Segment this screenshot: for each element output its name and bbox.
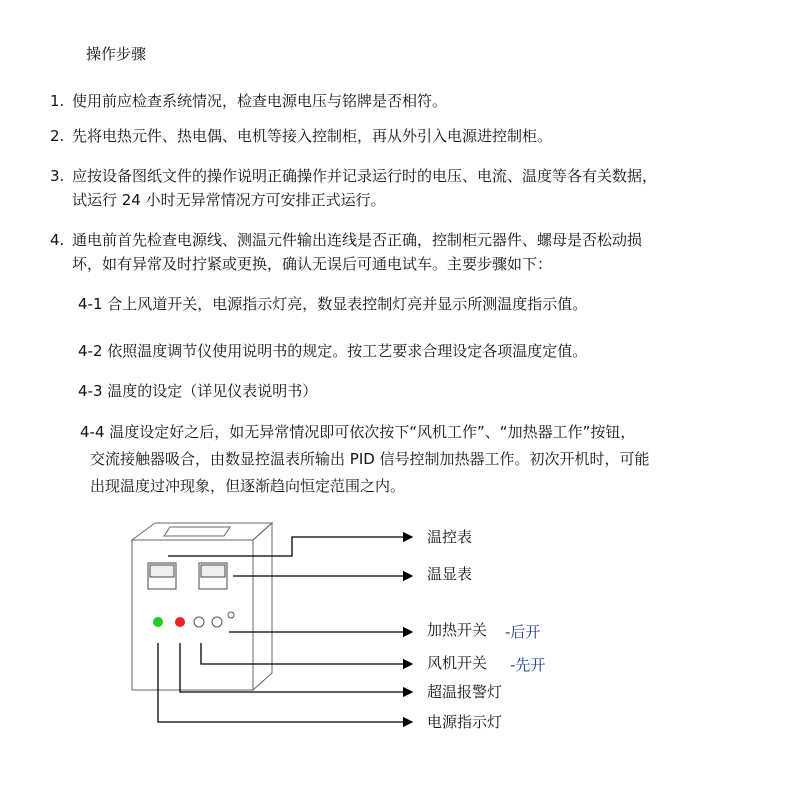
substep-4-2: 4-2 依照温度调节仪使用说明书的规定。按工艺要求合理设定各项温度定值。: [78, 342, 588, 360]
temp-meters: [148, 563, 227, 589]
cabinet: [132, 523, 272, 690]
label-temp-controller: 温控表: [427, 528, 473, 546]
step-3-number: 3.: [50, 167, 65, 185]
substep-4-4-line3: 出现温度过冲现象，但逐渐趋向恒定范围之内。: [90, 477, 406, 495]
step-3-text-line2: 试运行 24 小时无异常情况方可安排正式运行。: [72, 191, 386, 209]
callout-arrows: [158, 537, 412, 722]
step-1-number: 1.: [50, 92, 65, 110]
step-3-text-line1: 应按设备图纸文件的操作说明正确操作并记录运行时的电压、电流、温度等各有关数据，: [72, 167, 658, 185]
label-power-indicator: 电源指示灯: [427, 713, 503, 731]
step-2-text: 先将电热元件、热电偶、电机等接入控制柜，再从外引入电源进控制柜。: [72, 127, 553, 145]
power-indicator-lamp: [153, 617, 163, 627]
step-2-number: 2.: [50, 127, 65, 145]
step-1-text: 使用前应检查系统情况，检查电源电压与铭牌是否相符。: [72, 92, 448, 110]
label-heater-note: -后开: [505, 623, 541, 641]
section-title: 操作步骤: [86, 45, 147, 63]
step-4-text-line1: 通电前首先检查电源线、测温元件输出连线是否正确，控制柜元器件、螺母是否松动损: [72, 231, 643, 249]
label-overheat-alarm: 超温报警灯: [427, 683, 503, 701]
heater-switch-knob: [212, 617, 222, 627]
label-heater-switch: 加热开关: [427, 621, 488, 639]
overheat-alarm-lamp: [175, 617, 185, 627]
step-4-number: 4.: [50, 231, 65, 249]
lock-icon: [228, 612, 234, 618]
fan-switch-knob: [194, 617, 204, 627]
substep-4-4-line1: 4-4 温度设定好之后，如无异常情况即可依次按下“风机工作”、“加热器工作”按钮，: [80, 423, 636, 441]
step-4-text-line2: 坏，如有异常及时拧紧或更换，确认无误后可通电试车。主要步骤如下：: [72, 255, 553, 273]
label-fan-switch: 风机开关: [427, 654, 488, 672]
substep-4-3: 4-3 温度的设定（详见仪表说明书）: [78, 382, 318, 400]
substep-4-4-line2: 交流接触器吸合，由数显控温表所输出 PID 信号控制加热器工作。初次开机时，可能: [90, 450, 650, 468]
label-temp-display: 温显表: [427, 565, 473, 583]
label-fan-note: -先开: [510, 656, 546, 674]
substep-4-1: 4-1 合上风道开关，电源指示灯亮，数显表控制灯亮并显示所测温度指示值。: [78, 295, 588, 313]
